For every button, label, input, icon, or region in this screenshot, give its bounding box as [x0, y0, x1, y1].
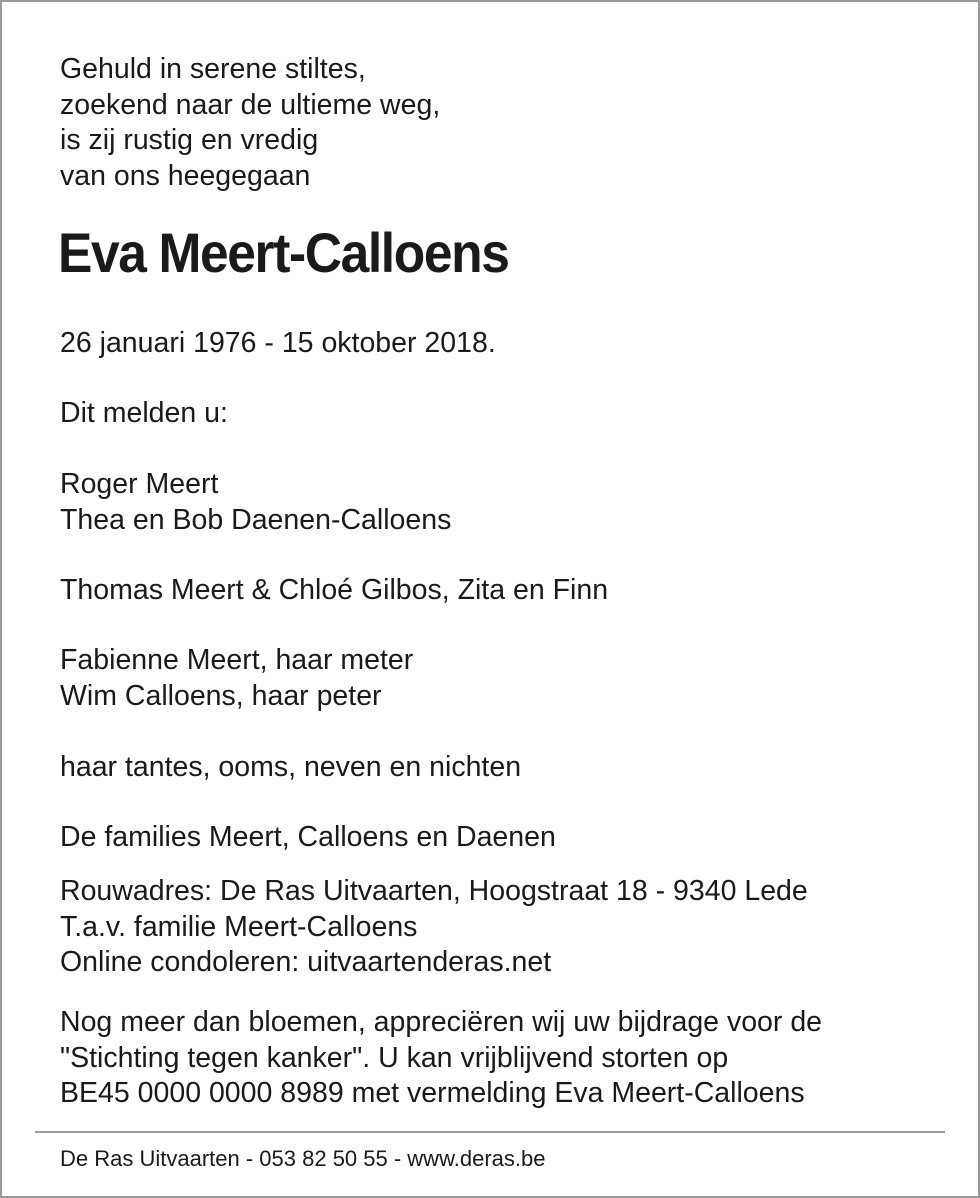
poem-line: zoekend naar de ultieme weg,	[60, 88, 441, 121]
life-dates	[60, 326, 940, 362]
address-line: T.a.v. familie Meert-Calloens	[60, 910, 418, 943]
donation-block	[60, 1005, 940, 1112]
intro-text: Dit melden u:	[60, 397, 228, 429]
donation-line: BE45 0000 0000 8989 met vermelding Eva Meert-Calloens	[60, 1077, 805, 1109]
donation-line: "Stichting tegen kanker". U kan vrijblijvend storten op	[60, 1041, 729, 1074]
poem-line: van ons heegegaan	[60, 159, 311, 192]
family-group-3	[60, 643, 940, 714]
poem-line: is zij rustig en vredig	[60, 124, 319, 156]
dates-text: 26 januari 1976 - 15 oktober 2018.	[60, 327, 496, 359]
family-line: Roger Meert	[60, 468, 219, 500]
address-block	[60, 874, 940, 981]
address-line: Rouwadres: De Ras Uitvaarten, Hoogstraat 18 - 9340 Lede	[60, 875, 808, 907]
family-group-4	[60, 750, 940, 786]
funeral-home-footer: De Ras Uitvaarten - 053 82 50 55 - www.deras.be	[60, 1146, 546, 1171]
donation-line: Nog meer dan bloemen, appreciëren wij uw bijdrage voor de	[60, 1006, 823, 1038]
family-line: Wim Calloens, haar peter	[60, 679, 382, 712]
deceased-name: Eva Meert-Calloens	[58, 221, 509, 284]
family-line: Thomas Meert & Chloé Gilbos, Zita en Finn	[60, 574, 609, 606]
intro	[60, 396, 940, 432]
footer-divider	[35, 1131, 945, 1133]
family-group-1	[60, 467, 940, 538]
family-group-2	[60, 573, 940, 609]
family-line: Fabienne Meert, haar meter	[60, 644, 414, 676]
family-line: haar tantes, ooms, neven en nichten	[60, 751, 522, 783]
family-line: Thea en Bob Daenen-Calloens	[60, 503, 452, 536]
family-line: De families Meert, Calloens en Daenen	[60, 821, 556, 853]
poem-line: Gehuld in serene stiltes,	[60, 53, 366, 85]
address-line: Online condoleren: uitvaartenderas.net	[60, 946, 552, 978]
family-group-5	[60, 820, 940, 856]
poem	[60, 52, 940, 194]
